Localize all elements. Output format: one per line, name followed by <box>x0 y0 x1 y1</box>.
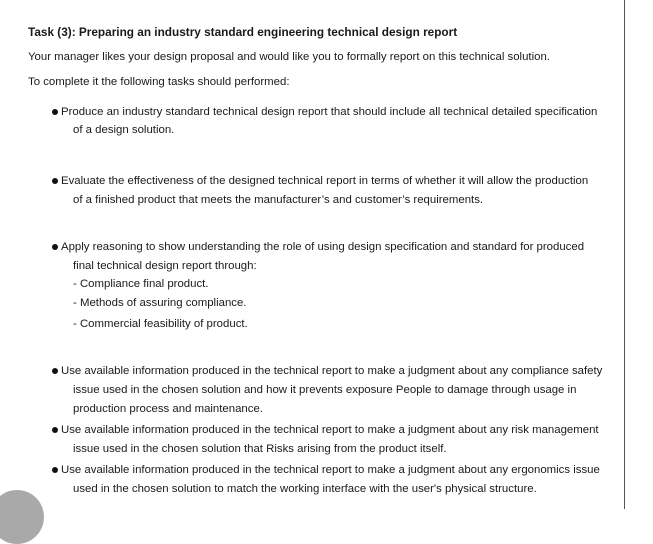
list-item: Apply reasoning to show understanding the role of using design specification and standard for produced <box>61 241 585 253</box>
list-item: Produce an industry standard technical design report that should include all technical detailed specification <box>61 106 598 118</box>
sub-item: - Commercial feasibility of product. <box>73 318 248 330</box>
list-item: Use available information produced in the technical report to make a judgment about any ergonomics issue <box>61 464 600 476</box>
list-item: Use available information produced in the technical report to make a judgment about any risk management <box>61 424 599 436</box>
bullet-icon <box>52 427 58 433</box>
task-title: Task (3): Preparing an industry standard engineering technical design report <box>28 25 458 39</box>
list-item: Use available information produced in the technical report to make a judgment about any compliance safety <box>61 365 603 377</box>
page-border <box>624 0 625 509</box>
bullet-icon <box>52 244 58 250</box>
sub-item: - Methods of assuring compliance. <box>73 297 247 309</box>
bullet-icon <box>52 368 58 374</box>
corner-avatar-shape <box>0 490 44 544</box>
list-item: final technical design report through: <box>73 260 257 272</box>
list-item: used in the chosen solution to match the working interface with the user's physical structure. <box>73 483 537 495</box>
intro-paragraph: Your manager likes your design proposal and would like you to formally report on this technical solution. <box>28 51 550 63</box>
list-item: Evaluate the effectiveness of the designed technical report in terms of whether it will allow the production <box>61 175 589 187</box>
list-item: of a finished product that meets the manufacturer’s and customer’s requirements. <box>73 194 484 206</box>
list-item: of a design solution. <box>73 124 175 136</box>
bullet-icon <box>52 178 58 184</box>
bullet-icon <box>52 109 58 115</box>
list-item: issue used in the chosen solution that Risks arising from the product itself. <box>73 443 447 455</box>
list-item: production process and maintenance. <box>73 403 263 415</box>
list-item: issue used in the chosen solution and how it prevents exposure People to damage through usage in <box>73 384 577 396</box>
intro-instruction: To complete it the following tasks should performed: <box>28 76 290 88</box>
sub-item: - Compliance final product. <box>73 278 209 290</box>
bullet-icon <box>52 467 58 473</box>
